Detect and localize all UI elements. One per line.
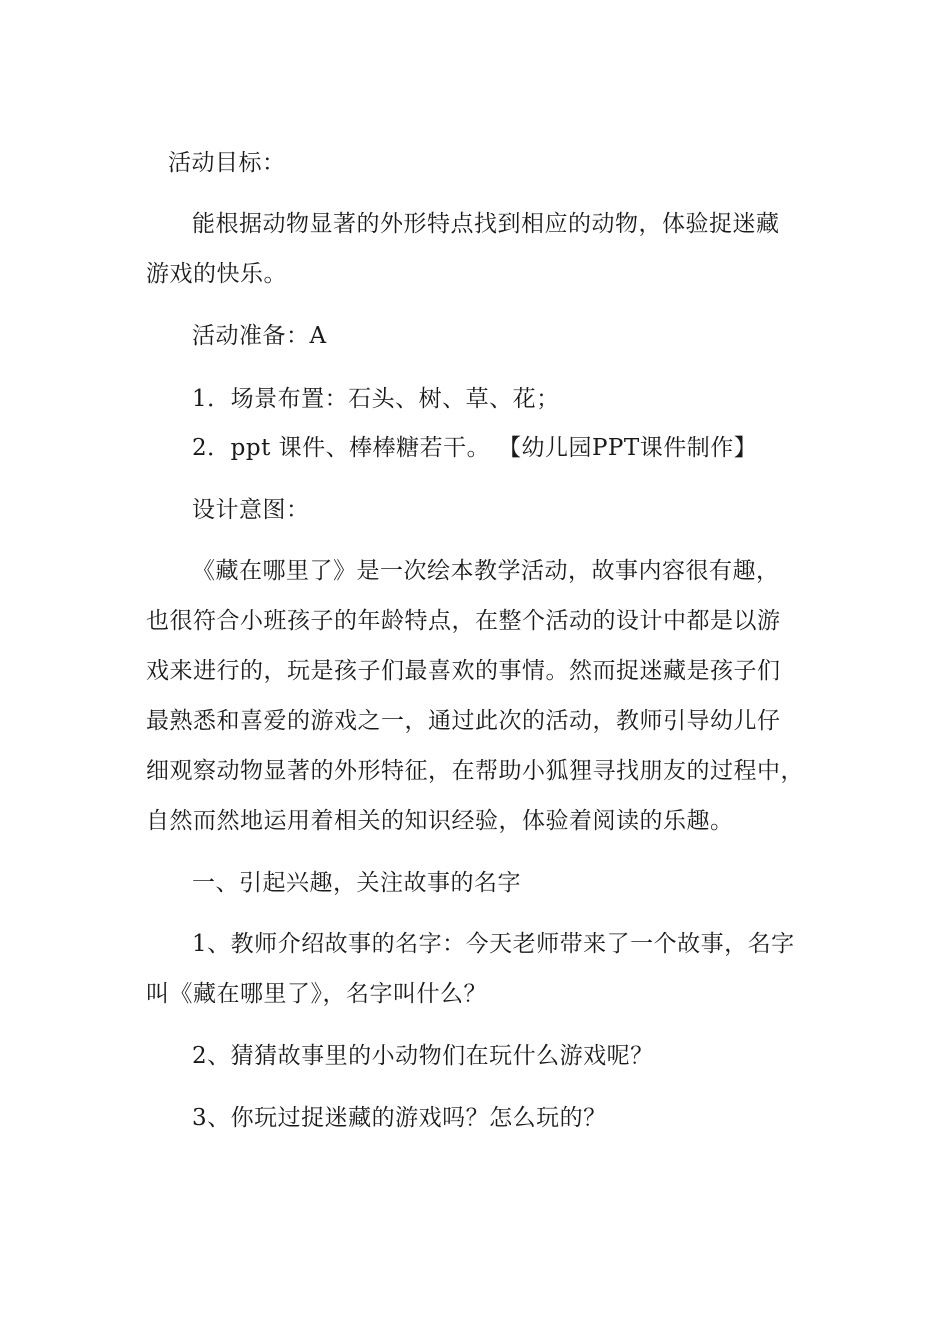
paragraph-line: 能根据动物显著的外形特点找到相应的动物，体验捉迷藏 xyxy=(192,211,780,237)
paragraph-line: 《藏在哪里了》是一次绘本教学活动，故事内容很有趣， xyxy=(192,558,780,584)
list-item: 2．ppt 课件、棒棒糖若干。 【幼儿园PPT课件制作】 xyxy=(192,435,758,461)
paragraph-line: 也很符合小班孩子的年龄特点，在整个活动的设计中都是以游 xyxy=(146,608,781,634)
paragraph-line: 细观察动物显著的外形特征，在帮助小狐狸寻找朋友的过程中， xyxy=(146,758,804,784)
section-heading-design-intent: 设计意图： xyxy=(192,497,310,523)
list-item: 1．场景布置：石头、树、草、花； xyxy=(192,386,560,412)
paragraph-line: 最熟悉和喜爱的游戏之一，通过此次的活动，教师引导幼儿仔 xyxy=(146,708,781,734)
paragraph-line: 1、教师介绍故事的名字：今天老师带来了一个故事，名字 xyxy=(192,931,795,957)
section-heading-intro: 一、引起兴趣，关注故事的名字 xyxy=(192,870,521,896)
paragraph-line: 游戏的快乐。 xyxy=(146,261,287,287)
list-item: 2、猜猜故事里的小动物们在玩什么游戏呢？ xyxy=(192,1043,654,1069)
list-item: 3、你玩过捉迷藏的游戏吗？怎么玩的？ xyxy=(192,1105,607,1131)
section-heading-goals: 活动目标： xyxy=(168,150,286,176)
paragraph-line: 自然而然地运用着相关的知识经验，体验着阅读的乐趣。 xyxy=(146,808,734,834)
section-heading-preparation: 活动准备：A xyxy=(192,323,327,349)
paragraph-line: 戏来进行的，玩是孩子们最喜欢的事情。然而捉迷藏是孩子们 xyxy=(146,658,781,684)
paragraph-line: 叫《藏在哪里了》，名字叫什么？ xyxy=(146,981,487,1007)
